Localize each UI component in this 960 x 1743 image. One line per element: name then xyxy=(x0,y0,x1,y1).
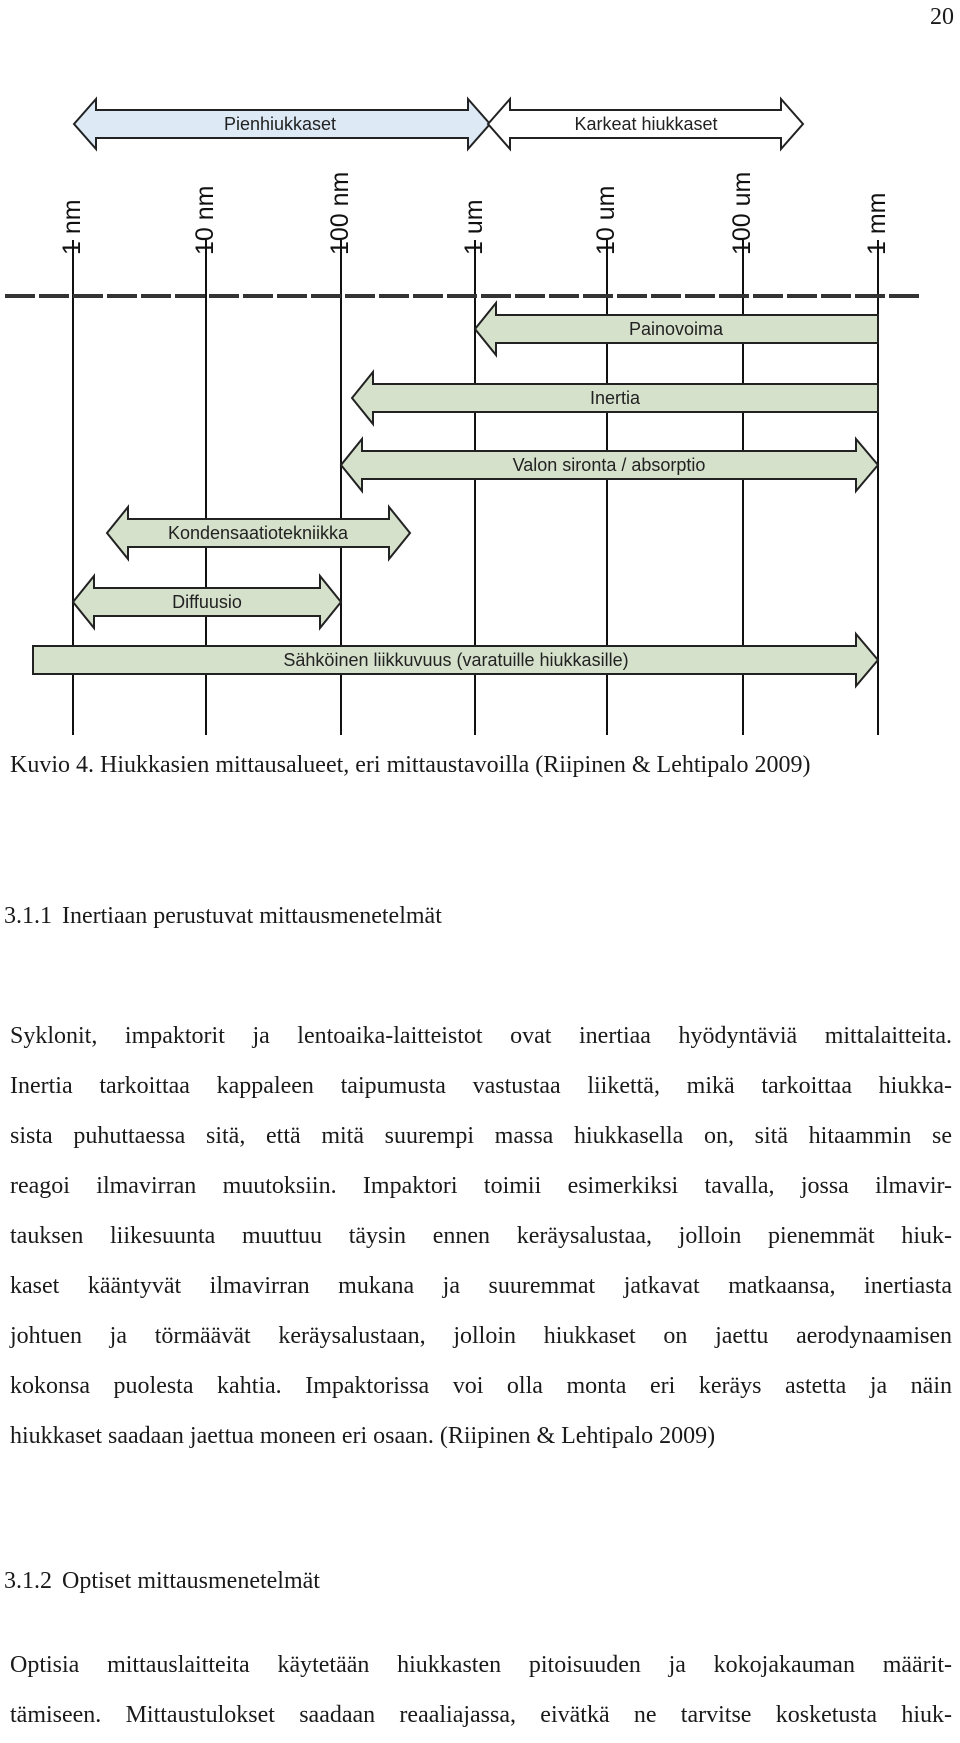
measurement-range-diagram xyxy=(0,90,960,740)
paragraph-line: kaset kääntyvät ilmavirran mukana ja suuremmat jatkavat matkaansa, inertiasta xyxy=(10,1273,952,1299)
tick-label-1um: 1 um xyxy=(460,199,488,255)
paragraph-inertia xyxy=(10,1011,952,1461)
diffusion-label: Diffuusio xyxy=(172,592,242,612)
paragraph-optical xyxy=(10,1640,952,1740)
paragraph-line: Inertia tarkoittaa kappaleen taipumusta vastustaa liikettä, mikä tarkoittaa hiukka- xyxy=(10,1073,952,1099)
tick-label-100nm: 100 nm xyxy=(326,171,354,255)
tick-label-10nm: 10 nm xyxy=(191,185,219,255)
gravity-label: Painovoima xyxy=(628,319,724,339)
paragraph-line: Optisia mittauslaitteita käytetään hiukkasten pitoisuuden ja kokojakauman määrit- xyxy=(10,1652,952,1678)
paragraph-line: hiukkaset saadaan jaettua moneen eri osaan. (Riipinen & Lehtipalo 2009) xyxy=(10,1423,716,1449)
section-title: Inertiaan perustuvat mittausmenetelmät xyxy=(62,903,442,929)
page-number: 20 xyxy=(930,4,954,30)
fine-particles-label: Pienhiukkaset xyxy=(223,114,337,134)
figure-caption: Kuvio 4. Hiukkasien mittausalueet, eri mittaustavoilla (Riipinen & Lehtipalo 2009) xyxy=(10,752,811,778)
inertia-label: Inertia xyxy=(589,388,641,408)
condensation-label: Kondensaatiotekniikka xyxy=(167,523,349,543)
section-title: Optiset mittausmenetelmät xyxy=(62,1568,320,1594)
tick-label-1mm: 1 mm xyxy=(863,192,891,255)
light-scattering-label: Valon sironta / absorptio xyxy=(512,455,706,475)
electrical-mobility-label: Sähköinen liikkuvuus (varatuille hiukkasille) xyxy=(283,650,629,670)
section-number: 3.1.2 xyxy=(4,1568,52,1594)
paragraph-line: Syklonit, impaktorit ja lentoaika-laitteistot ovat inertiaa hyödyntäviä mittalaitteita. xyxy=(10,1023,952,1049)
paragraph-line: tauksen liikesuunta muuttuu täysin ennen keräysalustaa, jolloin pienemmät hiuk- xyxy=(10,1223,952,1249)
section-number: 3.1.1 xyxy=(4,903,52,929)
coarse-particles-label: Karkeat hiukkaset xyxy=(574,114,718,134)
section-heading-3-1-2 xyxy=(4,1568,320,1595)
paragraph-line: kokonsa puolesta kahtia. Impaktorissa voi olla monta eri keräys astetta ja näin xyxy=(10,1373,952,1399)
section-heading-3-1-1 xyxy=(4,903,442,930)
paragraph-line: johtuen ja törmäävät keräysalustaan, jolloin hiukkaset on jaettu aerodynaamisen xyxy=(10,1323,952,1349)
tick-label-1nm: 1 nm xyxy=(58,199,86,255)
paragraph-line: sista puhuttaessa sitä, että mitä suurempi massa hiukkasella on, sitä hitaammin se xyxy=(10,1123,952,1149)
tick-label-100um: 100 um xyxy=(728,171,756,255)
tick-label-10um: 10 um xyxy=(592,185,620,255)
paragraph-line: tämiseen. Mittaustulokset saadaan reaaliajassa, eivätkä ne tarvitse kosketusta hiuk- xyxy=(10,1702,952,1728)
measurement-range-figure xyxy=(0,90,960,740)
paragraph-line: reagoi ilmavirran muutoksiin. Impaktori toimii esimerkiksi tavalla, jossa ilmavir- xyxy=(10,1173,952,1199)
